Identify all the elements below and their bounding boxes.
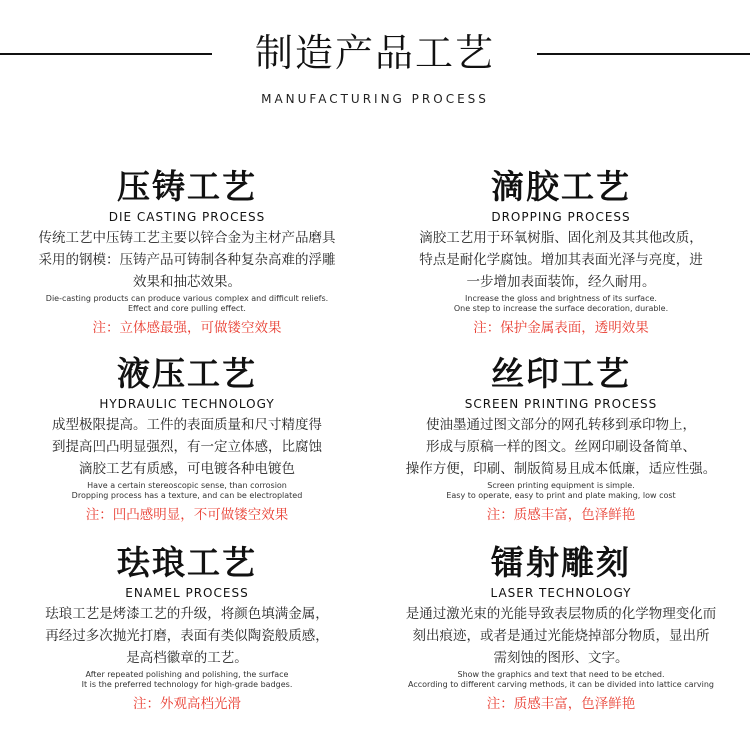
- process-card-enamel: [2, 543, 372, 713]
- en-description-line: Increase the gloss and brightness of its surface.: [465, 294, 657, 303]
- en-description-line: It is the preferred technology for high-grade badges.: [81, 680, 293, 689]
- process-description: [2, 414, 372, 480]
- process-en-description: [2, 670, 372, 690]
- process-title: 丝印工艺: [491, 354, 631, 393]
- process-description: [376, 414, 746, 480]
- en-description-line: Effect and core pulling effect.: [128, 304, 246, 313]
- en-description-line: Dropping process has a texture, and can be electroplated: [71, 491, 303, 500]
- process-en-description: [376, 294, 746, 314]
- process-description: [376, 227, 746, 293]
- en-description-line: According to different carving methods, it can be divided into lattice carving: [408, 680, 714, 689]
- description-line: 需刻蚀的图形、文字。: [493, 650, 629, 666]
- en-description-line: Easy to operate, easy to print and plate making, low cost: [446, 491, 676, 500]
- process-en-title: SCREEN PRINTING PROCESS: [464, 397, 658, 411]
- process-en-title: DIE CASTING PROCESS: [108, 210, 266, 224]
- process-note: 注：保护金属表面，透明效果: [473, 320, 649, 336]
- description-line: 效果和抽芯效果。: [133, 274, 241, 290]
- process-card-die-casting: [2, 167, 372, 337]
- description-line: 使油墨通过图文部分的网孔转移到承印物上，: [426, 417, 696, 433]
- process-description: [2, 227, 372, 293]
- en-description-line: Have a certain stereoscopic sense, than corrosion: [87, 481, 287, 490]
- description-line: 是通过激光束的光能导致表层物质的化学物理变化而: [405, 606, 717, 622]
- process-title: 珐琅工艺: [117, 543, 257, 582]
- process-note: 注：立体感最强，可做镂空效果: [92, 320, 282, 336]
- process-description: [2, 603, 372, 669]
- process-title: 镭射雕刻: [491, 543, 631, 582]
- description-line: 形成与原稿一样的图文。丝网印刷设备简单、: [426, 439, 696, 455]
- description-line: 一步增加表面装饰，经久耐用。: [466, 274, 656, 290]
- description-line: 滴胶工艺有质感，可电镀各种电镀色: [79, 461, 295, 477]
- process-title: 液压工艺: [117, 354, 257, 393]
- en-description-line: Screen printing equipment is simple.: [487, 481, 635, 490]
- process-en-description: [376, 481, 746, 501]
- page-title: 制造产品工艺: [254, 31, 495, 75]
- page-header: [0, 0, 750, 110]
- en-description-line: Die-casting products can produce various complex and difficult reliefs.: [45, 294, 329, 303]
- process-card-screen-printing: [376, 354, 746, 524]
- en-description-line: Show the graphics and text that need to be etched.: [457, 670, 665, 679]
- en-description-line: After repeated polishing and polishing, the surface: [85, 670, 289, 679]
- process-card-dropping: [376, 167, 746, 337]
- description-line: 是高档徽章的工艺。: [126, 650, 248, 666]
- process-title: 压铸工艺: [117, 167, 257, 206]
- description-line: 到提高凹凸明显强烈，有一定立体感，比腐蚀: [52, 439, 322, 455]
- process-en-title: ENAMEL PROCESS: [125, 586, 249, 600]
- description-line: 滴胶工艺用于环氧树脂、固化剂及其其他改质，: [419, 230, 703, 246]
- description-line: 刻出痕迹，或者是通过光能烧掉部分物质，显出所: [412, 628, 710, 644]
- process-title: 滴胶工艺: [491, 167, 631, 206]
- process-note: 注：外观高档光滑: [133, 696, 241, 712]
- description-line: 珐琅工艺是烤漆工艺的升级，将颜色填满金属，: [45, 606, 329, 622]
- page-subtitle: MANUFACTURING PROCESS: [261, 92, 489, 106]
- process-card-hydraulic: [2, 354, 372, 524]
- process-en-description: [376, 670, 746, 690]
- description-line: 特点是耐化学腐蚀。增加其表面光泽与亮度，进: [419, 252, 703, 268]
- process-en-description: [2, 294, 372, 314]
- description-line: 成型极限提高。工件的表面质量和尺寸精度得: [52, 417, 322, 433]
- header-rule-right: [537, 53, 750, 55]
- description-line: 再经过多次抛光打磨，表面有类似陶瓷般质感，: [45, 628, 329, 644]
- process-description: [376, 603, 746, 669]
- process-note: 注：质感丰富，色泽鲜艳: [486, 507, 636, 523]
- description-line: 操作方便，印刷、制版简易且成本低廉，适应性强。: [405, 461, 717, 477]
- description-line: 传统工艺中压铸工艺主要以锌合金为主材产品磨具: [38, 230, 336, 246]
- en-description-line: One step to increase the surface decoration, durable.: [453, 304, 669, 313]
- process-en-title: HYDRAULIC TECHNOLOGY: [99, 397, 275, 411]
- process-card-laser: [376, 543, 746, 713]
- process-en-description: [2, 481, 372, 501]
- description-line: 采用的钢模：压铸产品可铸制各种复杂高难的浮雕: [38, 252, 336, 268]
- process-note: 注：凹凸感明显，不可做镂空效果: [85, 507, 289, 523]
- process-note: 注：质感丰富，色泽鲜艳: [486, 696, 636, 712]
- process-en-title: LASER TECHNOLOGY: [490, 586, 632, 600]
- process-en-title: DROPPING PROCESS: [491, 210, 631, 224]
